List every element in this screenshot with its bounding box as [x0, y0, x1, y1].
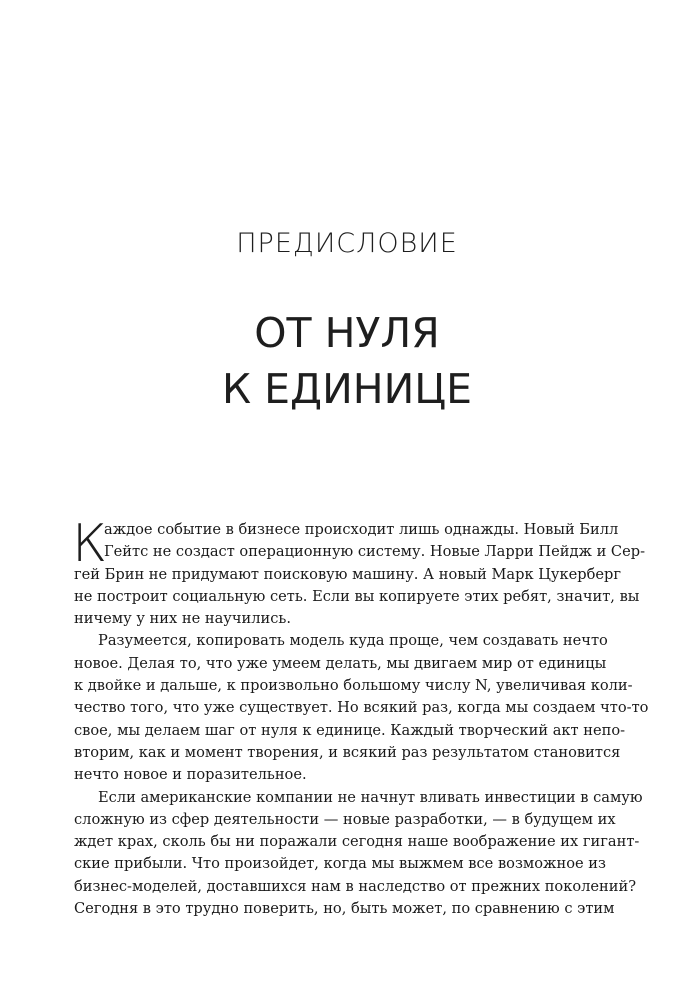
paragraph-line: нечто новое и поразительное. — [74, 766, 307, 784]
paragraph-line: вторим, как и момент творения, и всякий раз результатом становится — [74, 743, 621, 761]
chapter-title-line-2: К ЕДИНИЦЕ — [222, 365, 472, 413]
paragraph-line: Гейтс не создаст операционную систему. Новые Ларри Пейдж и Сер- — [104, 543, 646, 561]
paragraph-line: Разумеется, копировать модель куда проще, чем создавать нечто — [98, 632, 608, 650]
paragraph-line: ские прибыли. Что произойдет, когда мы выжмем все возможное из — [74, 855, 606, 873]
chapter-title-line-1: ОТ НУЛЯ — [254, 309, 440, 357]
paragraph-1 — [72, 514, 646, 630]
body-text — [72, 514, 649, 920]
paragraph-line: бизнес-моделей, доставшихся нам в наследство от прежних поколений? — [74, 877, 637, 895]
paragraph-line: сложную из сфер деятельности — новые разработки, — в будущем их — [74, 810, 616, 828]
paragraph-2 — [74, 630, 649, 786]
paragraph-line: новое. Делая то, что уже умеем делать, мы двигаем мир от единицы — [74, 654, 607, 672]
paragraph-line: чество того, что уже существует. Но всякий раз, когда мы создаем что-то — [74, 699, 649, 717]
paragraph-line: Сегодня в это трудно поверить, но, быть может, по сравнению с этим — [74, 900, 615, 918]
paragraph-line: ждет крах, сколь бы ни поражали сегодня наше воображение их гигант- — [74, 833, 640, 851]
paragraph-line: Если американские компании не начнут вливать инвестиции в самую — [98, 788, 643, 806]
paragraph-line: к двойке и дальше, к произвольно большому числу N, увеличивая коли- — [74, 677, 633, 695]
chapter-title — [0, 305, 694, 417]
paragraph-3 — [74, 787, 643, 921]
paragraph-line: не построит социальную сеть. Если вы копируете этих ребят, значит, вы — [74, 587, 640, 605]
drop-cap: К — [72, 514, 108, 574]
section-label: ПРЕДИСЛОВИЕ — [236, 228, 458, 259]
paragraph-line: гей Брин не придумают поисковую машину. А новый Марк Цукерберг — [74, 565, 622, 583]
paragraph-line: аждое событие в бизнесе происходит лишь однажды. Новый Билл — [104, 521, 619, 538]
paragraph-line: свое, мы делаем шаг от нуля к единице. Каждый творческий акт непо- — [74, 721, 626, 739]
paragraph-line: ничему у них не научились. — [74, 610, 292, 628]
